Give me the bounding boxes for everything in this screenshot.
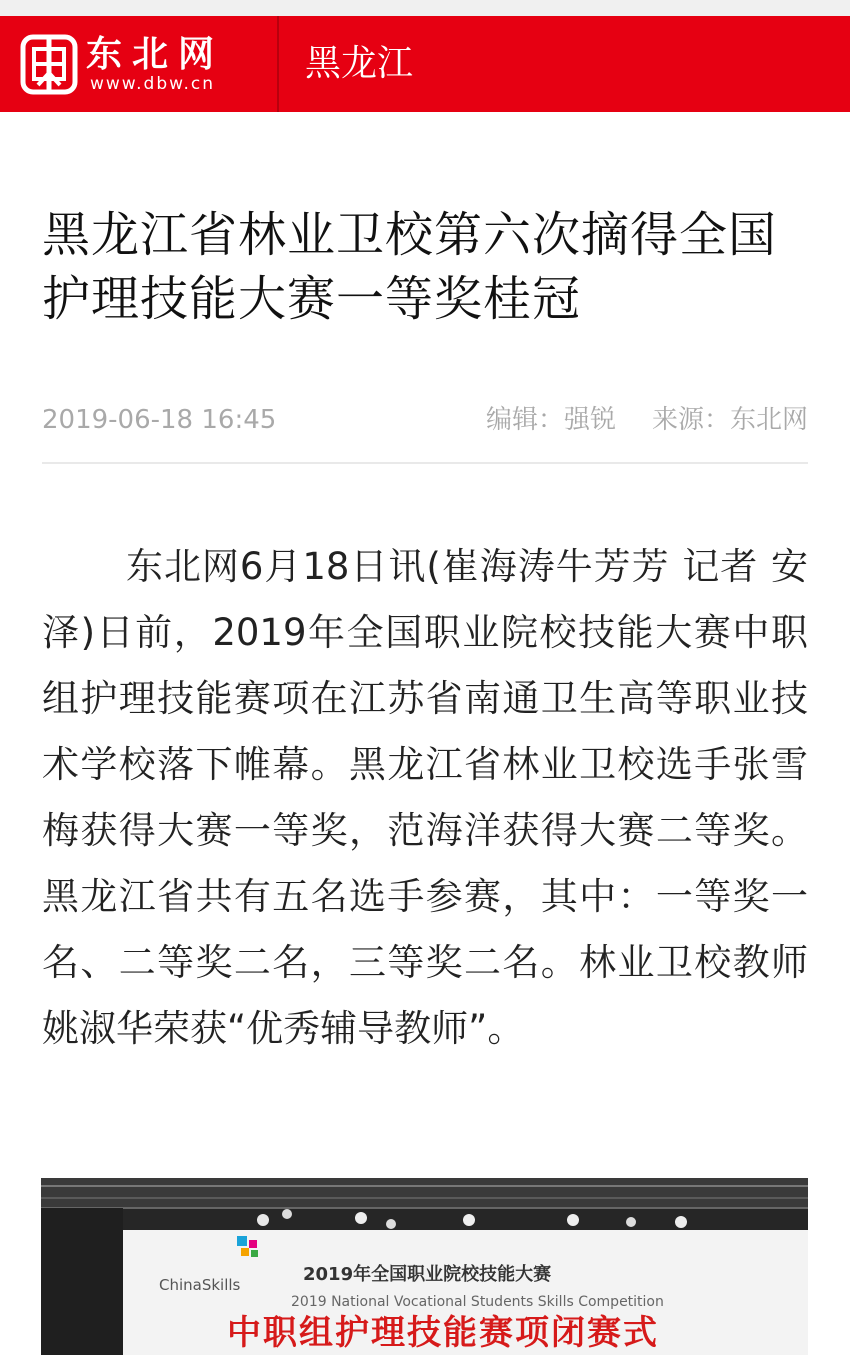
- editor-label: 编辑：强锐: [485, 405, 616, 435]
- publish-date: 2019-06-18 16:45: [42, 405, 277, 435]
- banner-subtitle: 2019 National Vocational Students Skills Competition: [291, 1294, 664, 1310]
- meta-right: [450, 398, 808, 442]
- logo-url: www.dbw.cn: [90, 74, 216, 94]
- chinaskills-logo: ChinaSkills: [159, 1276, 241, 1294]
- status-strip: [0, 0, 850, 16]
- site-header: [0, 16, 850, 112]
- section-link[interactable]: 黑龙江: [305, 43, 414, 84]
- article-title: 黑龙江省林业卫校第六次摘得全国护理技能大赛一等奖桂冠: [42, 207, 778, 327]
- site-logo[interactable]: [0, 16, 277, 112]
- article-meta: [42, 398, 808, 442]
- dbw-logo-icon: [20, 33, 78, 95]
- header-divider: [277, 16, 279, 112]
- source-label: 来源：东北网: [651, 405, 808, 435]
- meta-divider: [42, 462, 808, 464]
- photo-scene: [41, 1178, 808, 1355]
- article-paragraph: 东北网6月18日讯(崔海涛牛芳芳 记者 安泽)日前，2019年全国职业院校技能大赛中职组护理技能赛项在江苏省南通卫生高等职业技术学校落下帷幕。黑龙江省林业卫校选手张雪梅获得大赛一等奖，范海洋获得大赛二等奖。黑龙江省共有五名选手参赛，其中：一等奖一名、二等奖二名，三等奖二名。林业卫校教师姚淑华荣获“优秀辅导教师”。: [42, 545, 808, 1050]
- logo-text: 东北网: [86, 33, 225, 75]
- banner-event: 中职组护理技能赛项闭赛式: [227, 1313, 659, 1353]
- banner-title: 2019年全国职业院校技能大赛: [303, 1264, 552, 1285]
- article-photo[interactable]: [41, 1178, 808, 1355]
